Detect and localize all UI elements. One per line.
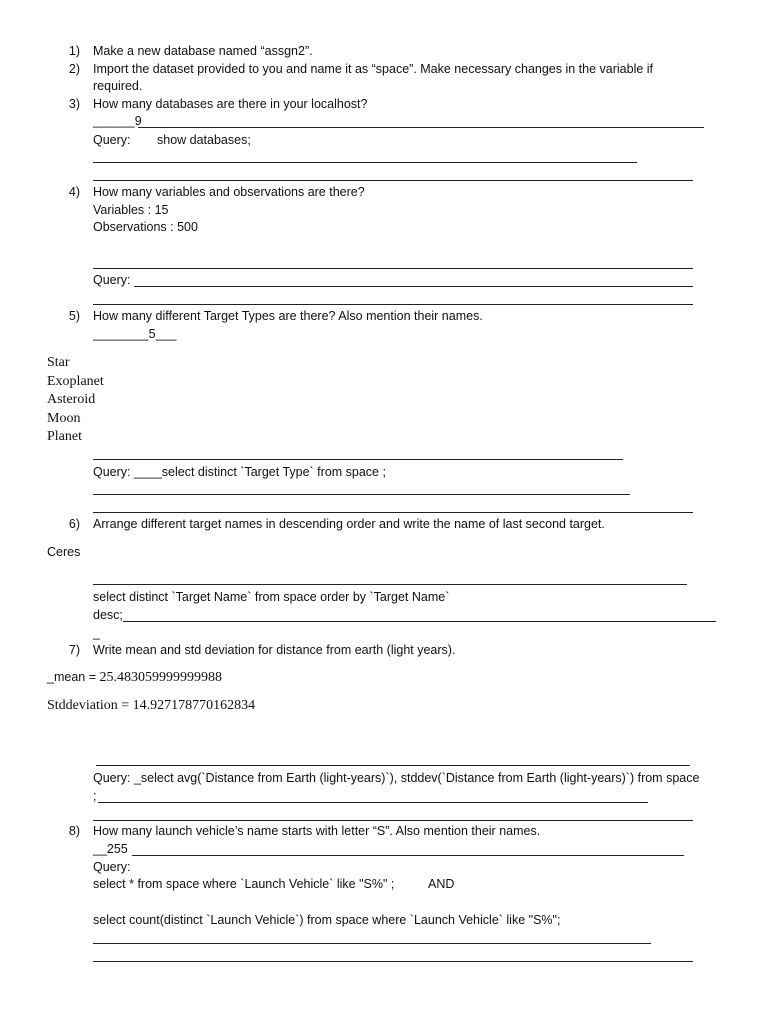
q8-query-label: Query: xyxy=(93,860,131,874)
answer-line xyxy=(93,162,637,163)
answer-line xyxy=(98,802,648,803)
q7-mean xyxy=(47,670,222,685)
q3-answer: ______9 xyxy=(93,114,142,128)
q4-query-label: Query: xyxy=(93,273,131,287)
target-type-item: Moon xyxy=(47,411,81,426)
q3-number: 3) xyxy=(68,97,80,111)
q4-text: How many variables and observations are there? xyxy=(93,185,365,199)
q5-query: Query: ____select distinct `Target Type` from space ; xyxy=(93,465,386,479)
answer-line xyxy=(96,765,690,766)
answer-line xyxy=(123,621,716,622)
q8-query2: select count(distinct `Launch Vehicle`) from space where `Launch Vehicle` like "S%"; xyxy=(93,913,561,927)
q7-std-value: 14.927178770162834 xyxy=(132,698,256,713)
q7-mean-label: _mean = xyxy=(47,670,100,684)
target-type-item: Star xyxy=(47,355,70,370)
q3-query: show databases; xyxy=(157,133,251,147)
answer-line xyxy=(93,459,623,460)
q6-text: Arrange different target names in descending order and write the name of last second target. xyxy=(93,517,605,531)
q7-std xyxy=(47,698,255,713)
q4-number: 4) xyxy=(68,185,80,199)
q2-text-cont: required. xyxy=(93,79,143,93)
answer-line xyxy=(93,304,693,305)
q2-number: 2) xyxy=(68,62,80,76)
q5-number: 5) xyxy=(68,309,80,323)
q7-std-label: Stddeviation = xyxy=(47,698,133,713)
q6-trail: _ xyxy=(93,626,100,640)
answer-line xyxy=(93,512,693,513)
q8-text: How many launch vehicle’s name starts with letter “S”. Also mention their names. xyxy=(93,824,541,838)
answer-line xyxy=(93,268,693,269)
q7-query-line1: Query: _select avg(`Distance from Earth (light-years)`), stddev(`Distance from Earth (light-years)`) from space xyxy=(93,771,700,785)
q8-and: AND xyxy=(428,877,455,891)
q6-answer: Ceres xyxy=(47,545,81,559)
answer-line xyxy=(134,286,693,287)
q4-observations: Observations : 500 xyxy=(93,220,198,234)
q8-query1: select * from space where `Launch Vehicle` like "S%" ; xyxy=(93,877,395,891)
answer-line xyxy=(132,855,684,856)
q3-text: How many databases are there in your localhost? xyxy=(93,97,368,111)
answer-line xyxy=(93,943,651,944)
q8-number: 8) xyxy=(68,824,80,838)
target-type-item: Asteroid xyxy=(47,392,96,407)
q8-answer: __255 xyxy=(93,842,128,856)
q5-answer: ________5___ xyxy=(93,327,177,341)
q7-query-line2: ; xyxy=(93,789,97,803)
target-type-item: Planet xyxy=(47,429,82,444)
q6-number: 6) xyxy=(68,517,80,531)
target-type-item: Exoplanet xyxy=(47,374,104,389)
q6-query-line2: desc; xyxy=(93,608,123,622)
answer-line xyxy=(93,180,693,181)
answer-line xyxy=(93,584,687,585)
q7-number: 7) xyxy=(68,643,80,657)
q1-text: Make a new database named “assgn2”. xyxy=(93,44,313,58)
answer-line xyxy=(93,494,630,495)
q7-text: Write mean and std deviation for distance from earth (light years). xyxy=(93,643,456,657)
q5-text: How many different Target Types are there? Also mention their names. xyxy=(93,309,483,323)
answer-line xyxy=(93,820,693,821)
answer-line xyxy=(93,961,693,962)
answer-line xyxy=(138,127,704,128)
q4-variables: Variables : 15 xyxy=(93,203,169,217)
q3-query-label: Query: xyxy=(93,133,131,147)
q2-text: Import the dataset provided to you and name it as “space”. Make necessary changes in the variable if xyxy=(93,62,654,76)
q7-mean-value: 25.483059999999988 xyxy=(99,670,222,685)
q6-query-line1: select distinct `Target Name` from space order by `Target Name` xyxy=(93,590,450,604)
q1-number: 1) xyxy=(68,44,80,58)
